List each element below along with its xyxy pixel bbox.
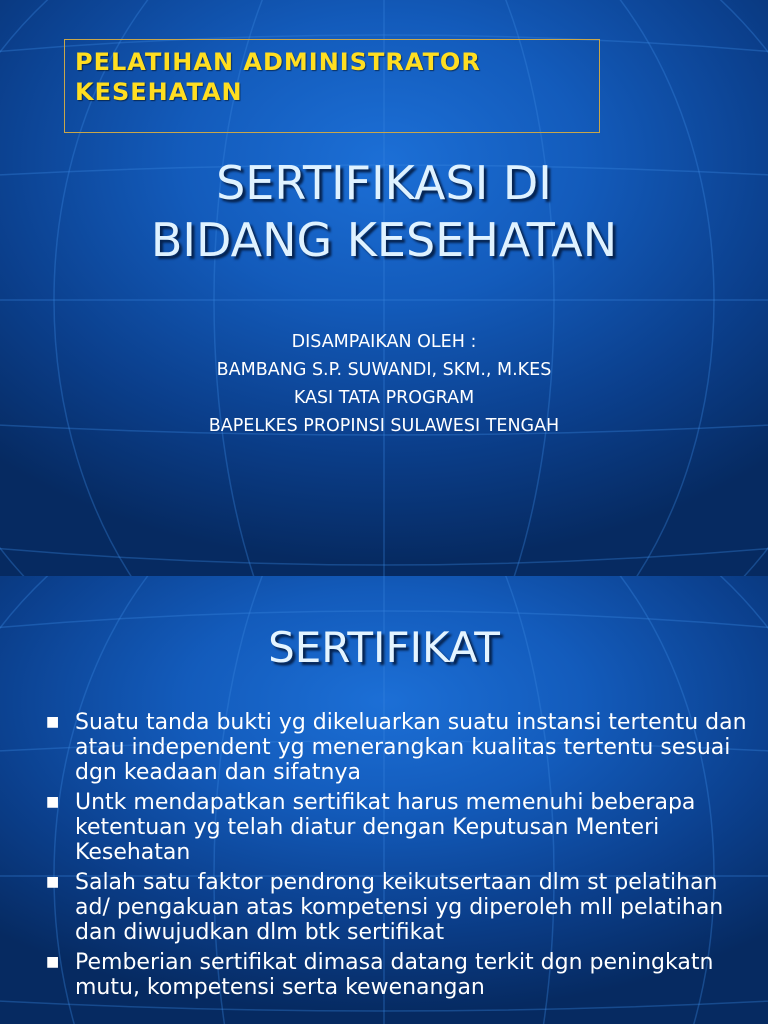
square-bullet-icon: ■ bbox=[46, 714, 60, 730]
list-item bbox=[44, 870, 748, 945]
bullet-text: Suatu tanda bukti yg dikeluarkan suatu instansi tertentu dan atau independent yg menerangkan kualitas tertentu sesuai dgn keadaan dan sifatnya bbox=[75, 710, 747, 785]
event-title: PELATIHAN ADMINISTRATOR KESEHATAN bbox=[75, 48, 481, 106]
presenter-line: KASI TATA PROGRAM bbox=[293, 388, 475, 408]
presenter-info bbox=[0, 328, 768, 440]
presentation-title bbox=[0, 155, 768, 269]
square-bullet-icon: ■ bbox=[46, 954, 60, 970]
bullet-text: Untk mendapatkan sertifikat harus memenuhi beberapa ketentuan yg telah diatur dengan Keputusan Menteri Kesehatan bbox=[75, 790, 696, 865]
slide-heading: SERTIFIKAT bbox=[268, 623, 500, 672]
list-item bbox=[44, 790, 748, 865]
slide-sertifikat bbox=[0, 576, 768, 1024]
presenter-line: BAMBANG S.P. SUWANDI, SKM., M.KES bbox=[216, 360, 552, 380]
presenter-line: BAPELKES PROPINSI SULAWESI TENGAH bbox=[208, 416, 560, 436]
list-item bbox=[44, 710, 748, 785]
bullet-text: Pemberian sertifikat dimasa datang terkit dgn peningkatn mutu, kompetensi serta kewenangan bbox=[75, 950, 714, 1000]
square-bullet-icon: ■ bbox=[46, 794, 60, 810]
title-line-2: BIDANG KESEHATAN bbox=[150, 213, 618, 267]
square-bullet-icon: ■ bbox=[46, 874, 60, 890]
event-title-box bbox=[64, 39, 600, 133]
list-item bbox=[44, 950, 748, 1000]
bullet-list bbox=[44, 710, 748, 1005]
title-line-1: SERTIFIKASI DI bbox=[216, 156, 552, 210]
bullet-text: Salah satu faktor pendrong keikutsertaan dlm st pelatihan ad/ pengakuan atas kompetensi yg diperoleh mll pelatihan dan diwujudkan dlm btk sertifikat bbox=[75, 870, 724, 945]
presenter-line: DISAMPAIKAN OLEH : bbox=[291, 332, 477, 352]
